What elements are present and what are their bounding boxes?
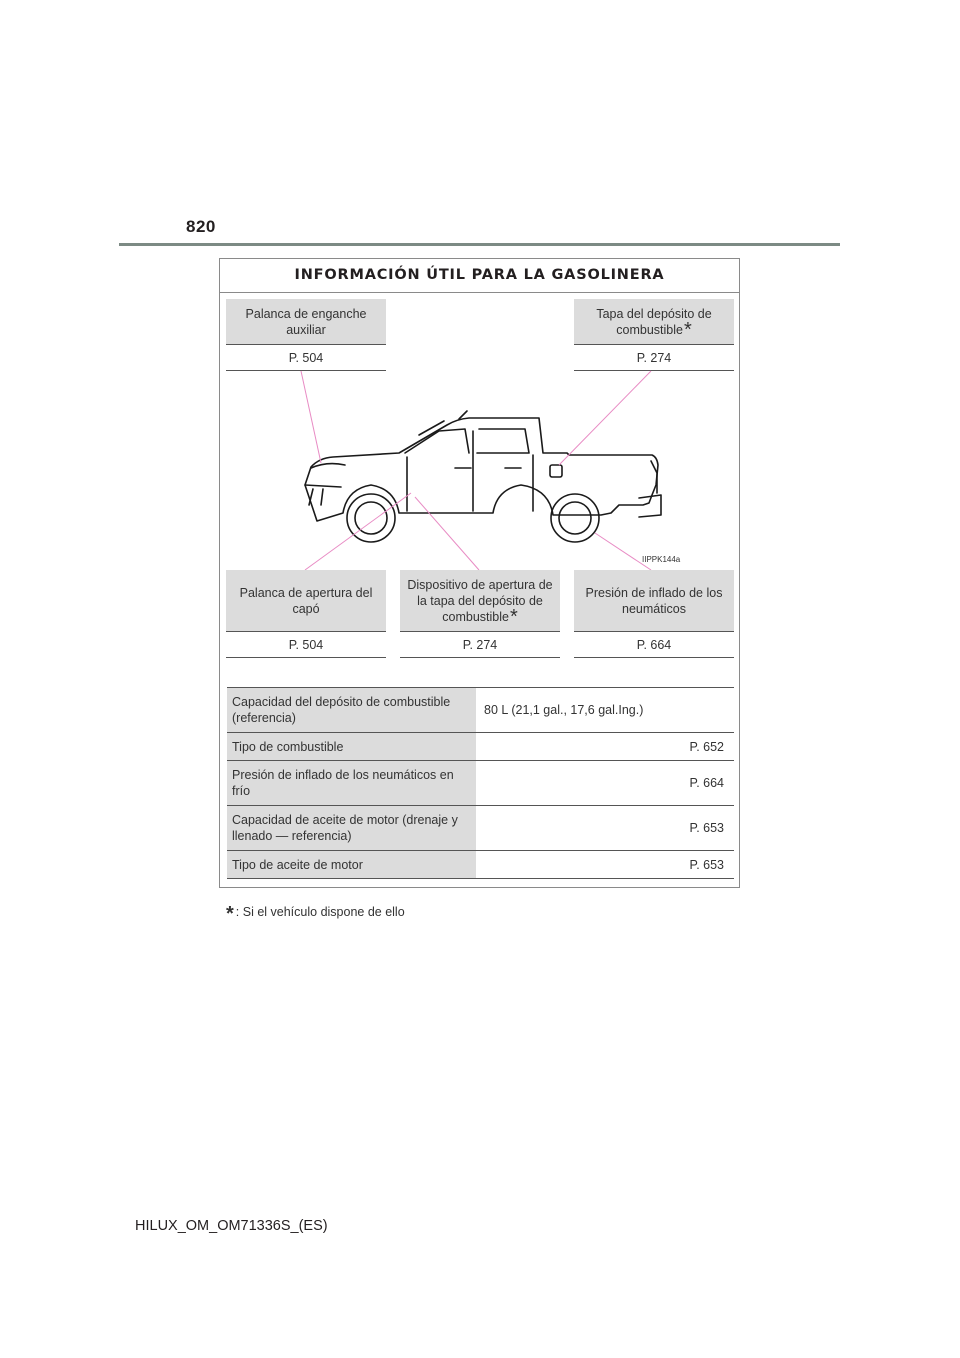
- table-row: [227, 733, 734, 761]
- header-rule: [119, 243, 840, 246]
- callout-aux-latch-ref: P. 504: [226, 345, 386, 371]
- spec-value: P. 652: [689, 739, 724, 754]
- front-window: [405, 429, 469, 453]
- spec-label: Tipo de combustible: [227, 733, 476, 760]
- footer-doc-code: HILUX_OM_OM71336S_(ES): [135, 1218, 328, 1234]
- callout-aux-latch-text: Palanca de enganche auxiliar: [245, 306, 367, 337]
- footnote-text: : Si el vehículo dispone de ello: [235, 905, 405, 919]
- leader-tire-pressure: [595, 533, 651, 570]
- truck-body: [305, 418, 658, 521]
- fuel-cap-outline: [550, 465, 562, 477]
- callout-fuel-door-opener-ref: P. 274: [400, 632, 560, 658]
- table-row: [227, 806, 734, 851]
- table-row: [227, 851, 734, 879]
- asterisk-marker: *: [683, 318, 692, 341]
- spec-label: Tipo de aceite de motor: [227, 851, 476, 878]
- asterisk-marker: *: [509, 605, 518, 628]
- spec-label: Capacidad de aceite de motor (drenaje y llenado — referencia): [227, 806, 476, 850]
- grille-line: [305, 485, 341, 487]
- callout-fuel-door-opener-text: Dispositivo de apertura de la tapa del depósito de combustible: [407, 577, 553, 624]
- spec-value: P. 653: [689, 821, 724, 835]
- box-title: INFORMACIÓN ÚTIL PARA LA GASOLINERA: [219, 258, 740, 293]
- spec-value: P. 664: [689, 776, 724, 790]
- leader-fuel-door-opener: [415, 497, 479, 570]
- leader-aux-latch: [301, 371, 321, 463]
- table-row: [227, 688, 734, 733]
- callout-tire-pressure-label: [574, 570, 734, 632]
- page-number: 820: [186, 217, 216, 236]
- callout-fuel-door-opener-label: [400, 570, 560, 632]
- footnote-marker: *: [226, 903, 234, 925]
- hood-edge: [311, 464, 345, 468]
- leader-fuel-cap: [559, 371, 651, 465]
- callout-fuel-cap-text: Tapa del depósito de combustible: [596, 306, 712, 337]
- front-wheel-rim: [355, 502, 387, 534]
- pickup-truck-outline: [305, 411, 661, 521]
- rear-wheel-rim: [559, 502, 591, 534]
- spec-value: P. 653: [689, 857, 724, 872]
- callout-tire-pressure-text: Presión de inflado de los neumáticos: [585, 585, 723, 616]
- callout-hood-lever-ref: P. 504: [226, 632, 386, 658]
- table-row: [227, 761, 734, 806]
- spec-label: Presión de inflado de los neumáticos en frío: [227, 761, 476, 805]
- spec-label: Capacidad del depósito de combustible (referencia): [227, 688, 476, 732]
- spec-table: [227, 687, 734, 879]
- callout-hood-lever-label: [226, 570, 386, 632]
- spec-value: 80 L (21,1 gal., 17,6 gal.Ing.): [484, 703, 644, 717]
- rear-window: [477, 429, 529, 453]
- callout-hood-lever-text: Palanca de apertura del capó: [239, 585, 373, 616]
- callout-fuel-cap-ref: P. 274: [574, 345, 734, 371]
- image-code: IIPPK144a: [642, 555, 681, 564]
- callout-tire-pressure-ref: P. 664: [574, 632, 734, 658]
- leader-lines: [301, 371, 651, 570]
- footnote: [226, 903, 405, 926]
